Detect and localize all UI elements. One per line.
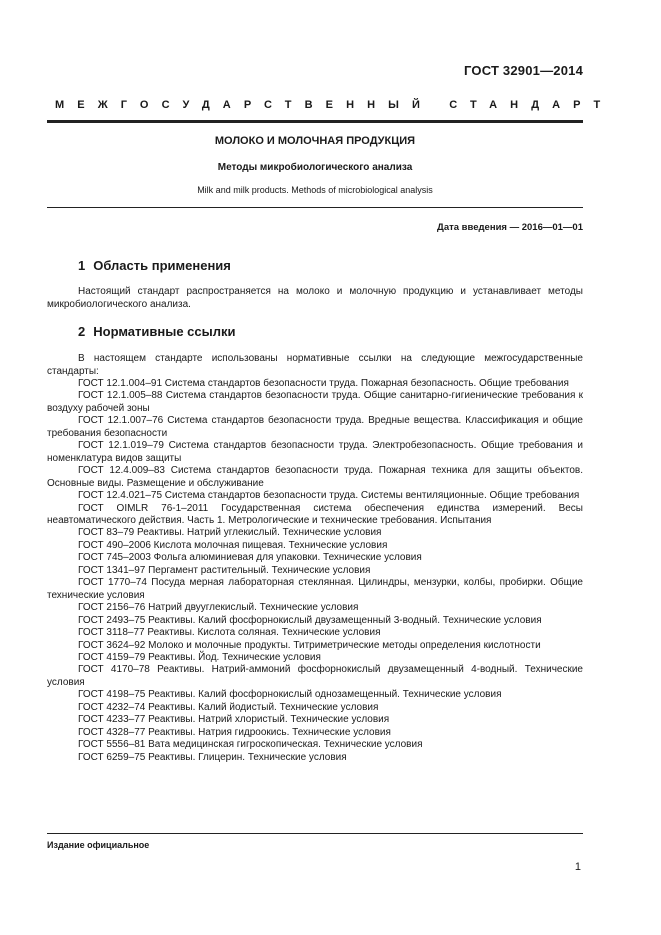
- section-number: 2: [78, 324, 86, 339]
- reference-item: ГОСТ 5556–81 Вата медицинская гигроскопическая. Технические условия: [78, 739, 423, 751]
- section-number: 1: [78, 258, 86, 273]
- reference-item: ГОСТ 12.1.005–88 Система стандартов безопасности труда. Общие санитарно-гигиенические требования к воздуху рабочей зоны: [47, 390, 583, 414]
- section-references-intro: В настоящем стандарте использованы нормативные ссылки на следующие межгосударственные стандарты:: [47, 353, 583, 377]
- footer-rule: [47, 833, 583, 834]
- reference-item: ГОСТ 1341–97 Пергамент растительный. Технические условия: [78, 564, 371, 576]
- reference-item: ГОСТ 2156–76 Натрий двууглекислый. Технические условия: [78, 602, 359, 614]
- reference-item: ГОСТ 3118–77 Реактивы. Кислота соляная. Технические условия: [78, 627, 381, 639]
- reference-item: ГОСТ 3624–92 Молоко и молочные продукты. Титриметрические методы определения кислотности: [78, 639, 541, 651]
- section-title: Нормативные ссылки: [93, 324, 236, 339]
- reference-item: ГОСТ 12.1.007–76 Система стандартов безопасности труда. Вредные вещества. Классификация и общие требования безопасности: [47, 415, 583, 439]
- reference-item: ГОСТ 12.1.004–91 Система стандартов безопасности труда. Пожарная безопасность. Общие требования: [78, 378, 569, 389]
- header-rule: [47, 120, 583, 123]
- reference-item: ГОСТ 490–2006 Кислота молочная пищевая. Технические условия: [78, 539, 388, 551]
- reference-item: ГОСТ 745–2003 Фольга алюминиевая для упаковки. Технические условия: [78, 552, 422, 564]
- references-list: [47, 378, 583, 764]
- edition-label: Издание официальное: [47, 840, 150, 850]
- introduction-date: Дата введения — 2016—01—01: [437, 222, 583, 233]
- interstate-standard-label: МЕЖГОСУДАРСТВЕННЫЙ СТАНДАРТ: [55, 99, 614, 111]
- reference-item: ГОСТ 4328–77 Реактивы. Натрия гидроокись. Технические условия: [78, 726, 391, 738]
- reference-item: ГОСТ 4232–74 Реактивы. Калий йодистый. Технические условия: [78, 701, 379, 713]
- reference-item: ГОСТ 4198–75 Реактивы. Калий фосфорнокислый однозамещенный. Технические условия: [78, 689, 502, 701]
- document-subtitle: Методы микробиологического анализа: [217, 162, 413, 173]
- reference-item: ГОСТ 12.1.019–79 Система стандартов безопасности труда. Электробезопасность. Общие требования и номенклатура видов защиты: [47, 440, 583, 464]
- reference-item: ГОСТ 4233–77 Реактивы. Натрий хлористый. Технические условия: [78, 714, 390, 726]
- title-rule: [47, 207, 583, 208]
- document-number: ГОСТ 32901—2014: [464, 63, 583, 78]
- document-title: МОЛОКО И МОЛОЧНАЯ ПРОДУКЦИЯ: [214, 135, 416, 147]
- section-heading-scope: [78, 258, 231, 273]
- reference-item: ГОСТ 12.4.009–83 Система стандартов безопасности труда. Пожарная техника для защиты объектов. Основные виды. Размещение и обслуживание: [47, 465, 583, 489]
- section-scope-text: Настоящий стандарт распространяется на молоко и молочную продукцию и устанавливает методы микробиологического анализа.: [47, 286, 583, 310]
- reference-item: ГОСТ 83–79 Реактивы. Натрий углекислый. Технические условия: [78, 527, 382, 539]
- section-heading-references: [78, 324, 235, 339]
- reference-item: ГОСТ OIMLR 76-1–2011 Государственная система обеспечения единства измерений. Весы неавтоматического действия. Часть 1. Метрологические и технические требования. Испытания: [47, 502, 583, 526]
- reference-item: ГОСТ 2493–75 Реактивы. Калий фосфорнокислый двузамещенный 3-водный. Технические условия: [78, 614, 542, 626]
- page-number: 1: [574, 861, 581, 873]
- reference-item: ГОСТ 4170–78 Реактивы. Натрий-аммоний фосфорнокислый двузамещенный 4-водный. Технические условия: [47, 664, 583, 688]
- reference-item: ГОСТ 6259–75 Реактивы. Глицерин. Технические условия: [78, 751, 347, 763]
- document-title-english: Milk and milk products. Methods of microbiological analysis: [197, 185, 433, 195]
- reference-item: ГОСТ 12.4.021–75 Система стандартов безопасности труда. Системы вентиляционные. Общие требования: [78, 490, 580, 502]
- reference-item: ГОСТ 1770–74 Посуда мерная лабораторная стеклянная. Цилиндры, мензурки, колбы, пробирки. Общие технические условия: [47, 577, 583, 601]
- section-title: Область применения: [93, 258, 231, 273]
- reference-item: ГОСТ 4159–79 Реактивы. Йод. Технические условия: [78, 651, 321, 663]
